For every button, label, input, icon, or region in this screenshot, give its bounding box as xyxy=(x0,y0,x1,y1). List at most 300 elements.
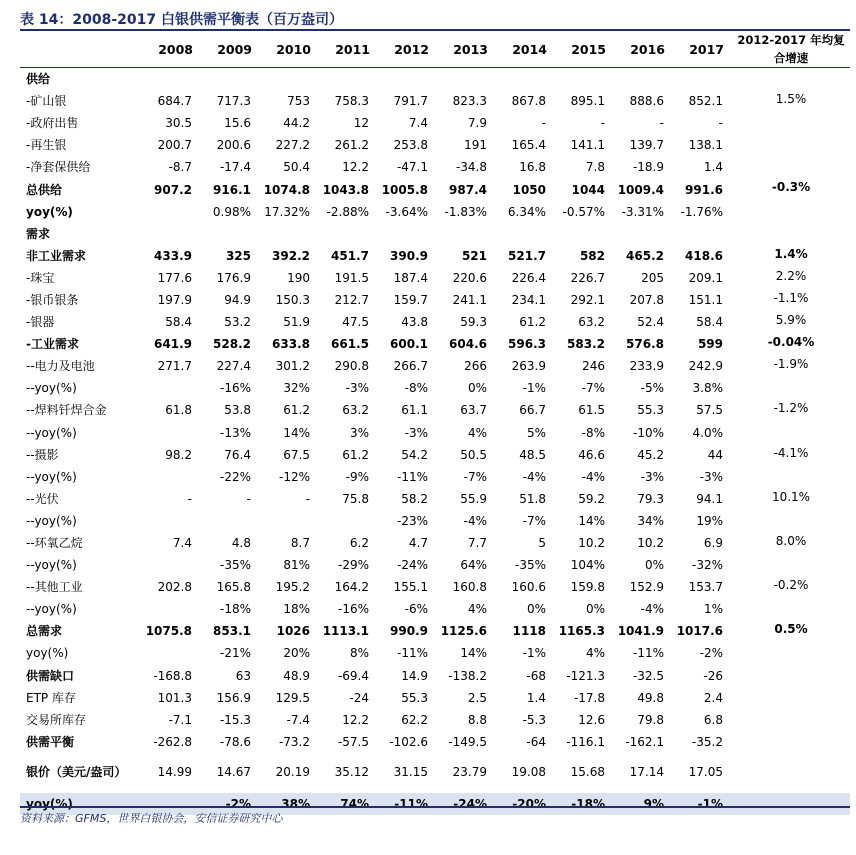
row-label: --光伏 xyxy=(26,491,59,506)
cell-value: -1% xyxy=(522,646,546,661)
cell-value: 64% xyxy=(460,558,487,573)
cell-value: -1% xyxy=(673,793,732,815)
cell-value: 17.05 xyxy=(688,765,723,780)
cell-value: 202.8 xyxy=(157,580,192,595)
cell-value: 1041.9 xyxy=(617,624,664,639)
cell-value: -262.8 xyxy=(153,734,192,749)
cell-value: 600.1 xyxy=(390,337,428,352)
row-label: 银价（美元/盎司） xyxy=(26,765,127,780)
cell-cagr: -4.1% xyxy=(773,445,809,460)
cell-value: 55.3 xyxy=(637,403,664,418)
cell-value: 8% xyxy=(349,646,369,661)
cell-value: -20% xyxy=(496,793,555,815)
cell-value: 14% xyxy=(578,513,605,528)
cell-value: -68 xyxy=(526,668,546,683)
cell-value: 53.2 xyxy=(224,315,251,330)
cell-value: 3.8% xyxy=(692,381,723,396)
row-label: -工业需求 xyxy=(26,337,79,352)
cell-value: 220.6 xyxy=(452,270,487,285)
cell-value: 0% xyxy=(585,602,605,617)
cell-value xyxy=(142,554,201,576)
table-row xyxy=(20,731,850,753)
cell-value xyxy=(378,223,437,245)
row-label: -矿山银 xyxy=(26,94,67,109)
cell-value: -23% xyxy=(396,513,428,528)
cell-value: 152.9 xyxy=(629,580,664,595)
cell-value xyxy=(319,223,378,245)
cell-value xyxy=(142,223,201,245)
cell-value: -32.5 xyxy=(632,668,664,683)
cell-value: -18.9 xyxy=(632,160,664,175)
cell-value: 55.3 xyxy=(401,690,428,705)
cell-value: 200.7 xyxy=(157,138,192,153)
cell-value: 6.9 xyxy=(703,536,723,551)
cell-value: -4% xyxy=(640,602,664,617)
cell-value: 16.8 xyxy=(519,160,546,175)
table-row xyxy=(20,245,850,267)
cell-cagr: -0.2% xyxy=(773,578,809,593)
cell-cagr xyxy=(732,422,850,444)
cell-value: -4% xyxy=(463,513,487,528)
row-label: -珠宝 xyxy=(26,270,55,285)
cell-cagr: 10.1% xyxy=(771,489,811,504)
row-label: 供给 xyxy=(26,72,51,87)
table-row xyxy=(20,444,850,466)
header-year: 2013 xyxy=(453,41,488,57)
cell-value: 1125.6 xyxy=(440,624,487,639)
cell-value: 160.8 xyxy=(452,580,487,595)
cell-cagr xyxy=(732,598,850,620)
cell-value: -0.57% xyxy=(562,204,605,219)
row-label: --yoy(%) xyxy=(26,381,77,396)
cell-value: 61.2 xyxy=(283,403,310,418)
cell-value: 45.2 xyxy=(637,447,664,462)
cell-value: 1113.1 xyxy=(322,624,369,639)
cell-value xyxy=(673,68,732,91)
cell-value: 1017.6 xyxy=(676,624,723,639)
cell-value: -15.3 xyxy=(219,712,251,727)
cell-value: 15.68 xyxy=(570,765,605,780)
cell-value: -7.1 xyxy=(168,712,192,727)
table-title: 表 14：2008-2017 白银供需平衡表（百万盎司） xyxy=(20,12,343,28)
cell-value: 292.1 xyxy=(570,292,605,307)
cell-value xyxy=(378,68,437,91)
cell-value: -32% xyxy=(691,558,723,573)
header-year: 2017 xyxy=(689,41,724,57)
cell-cagr xyxy=(732,201,850,223)
row-label: yoy(%) xyxy=(20,793,142,815)
cell-value: 895.1 xyxy=(570,94,605,109)
cell-value: -1.83% xyxy=(444,204,487,219)
cell-value xyxy=(201,68,260,91)
cell-value: 717.3 xyxy=(216,94,251,109)
header-corner xyxy=(20,31,142,68)
cell-value: 23.79 xyxy=(452,765,487,780)
cell-value: 242.9 xyxy=(688,359,723,374)
cell-value: 226.4 xyxy=(511,270,546,285)
cell-value: 1050 xyxy=(512,182,546,197)
cell-value: 57.5 xyxy=(696,403,723,418)
cell-value: 888.6 xyxy=(629,94,664,109)
cell-value: 101.3 xyxy=(157,690,192,705)
cell-value: 528.2 xyxy=(213,337,251,352)
cell-value xyxy=(260,68,319,91)
cell-value xyxy=(201,510,260,532)
cell-value: 8.8 xyxy=(467,712,487,727)
cell-value: 7.4 xyxy=(408,116,428,131)
cell-value: 261.2 xyxy=(334,138,369,153)
cell-value: 7.9 xyxy=(467,116,487,131)
cell-value: - xyxy=(600,116,605,131)
cell-value: 8.7 xyxy=(290,536,310,551)
header-year: 2009 xyxy=(217,41,252,57)
cell-value: 4% xyxy=(585,646,605,661)
table-row xyxy=(20,311,850,333)
cell-value: -121.3 xyxy=(566,668,605,683)
cell-value: -17.4 xyxy=(219,160,251,175)
header-year: 2010 xyxy=(276,41,311,57)
cell-value: 0% xyxy=(467,381,487,396)
cell-value: 156.9 xyxy=(216,690,251,705)
cell-value: 1165.3 xyxy=(558,624,605,639)
table-row xyxy=(20,488,850,510)
cell-value: -9% xyxy=(345,469,369,484)
cell-value: 79.8 xyxy=(637,712,664,727)
cell-value: - xyxy=(187,491,192,506)
table-row xyxy=(20,289,850,311)
cell-value: 55.9 xyxy=(460,491,487,506)
cell-value: 195.2 xyxy=(275,580,310,595)
cell-value: 17.32% xyxy=(264,204,310,219)
cell-value xyxy=(142,642,201,664)
table-row xyxy=(20,267,850,289)
cell-value: - xyxy=(659,116,664,131)
cell-value: 32% xyxy=(283,381,310,396)
cell-value: 14.9 xyxy=(401,668,428,683)
table-row xyxy=(20,156,850,178)
cell-value: 19% xyxy=(696,513,723,528)
cell-value: 20% xyxy=(283,646,310,661)
cell-value: 451.7 xyxy=(331,248,369,263)
cell-value: 165.8 xyxy=(216,580,251,595)
cell-value: 4% xyxy=(467,602,487,617)
cell-value xyxy=(142,598,201,620)
table-row xyxy=(20,709,850,731)
cell-value: 758.3 xyxy=(334,94,369,109)
table-row xyxy=(20,576,850,598)
cell-value: -29% xyxy=(337,558,369,573)
cell-value: 0% xyxy=(526,602,546,617)
row-label: -政府出售 xyxy=(26,116,79,131)
cell-value: -35% xyxy=(219,558,251,573)
cell-value: 301.2 xyxy=(275,359,310,374)
cell-value: 61.8 xyxy=(165,403,192,418)
cell-value: -11% xyxy=(632,646,664,661)
cell-value: 266.7 xyxy=(393,359,428,374)
cell-value xyxy=(555,223,614,245)
cell-value: 14.99 xyxy=(157,765,192,780)
cell-cagr: -1.2% xyxy=(773,401,809,416)
cell-cagr: 0.5% xyxy=(774,622,808,637)
cell-value: -11% xyxy=(378,793,437,815)
cell-value: 684.7 xyxy=(157,94,192,109)
cell-value: 5 xyxy=(538,536,546,551)
cell-value: 61.2 xyxy=(519,315,546,330)
cell-value: -1.76% xyxy=(680,204,723,219)
cell-value xyxy=(614,223,673,245)
cell-value: -16% xyxy=(337,602,369,617)
cell-value: 51.9 xyxy=(283,315,310,330)
cell-value: 10.2 xyxy=(637,536,664,551)
cell-value: 0.98% xyxy=(212,204,251,219)
cell-cagr xyxy=(732,112,850,134)
cell-value: 6.2 xyxy=(349,536,369,551)
row-label: ETP 库存 xyxy=(26,690,76,705)
cell-cagr xyxy=(732,709,850,731)
header-cagr: 2012-2017 年均复合增速 xyxy=(737,33,845,65)
cell-value: -24% xyxy=(437,793,496,815)
cell-value: 14.67 xyxy=(216,765,251,780)
cell-value: 5% xyxy=(526,425,546,440)
cell-value: 53.8 xyxy=(224,403,251,418)
cell-cagr xyxy=(732,687,850,709)
table-row xyxy=(20,377,850,399)
cell-cagr xyxy=(732,134,850,156)
cell-value: 153.7 xyxy=(688,580,723,595)
cell-value: 61.5 xyxy=(578,403,605,418)
row-label: yoy(%) xyxy=(26,646,69,661)
cell-value: 190 xyxy=(287,270,310,285)
cell-value: -162.1 xyxy=(625,734,664,749)
cell-value: 1075.8 xyxy=(145,624,192,639)
cell-value: -21% xyxy=(219,646,251,661)
cell-cagr: 5.9% xyxy=(775,313,807,328)
cell-value: 15.6 xyxy=(224,116,251,131)
table-row xyxy=(20,422,850,444)
cell-value: 12.6 xyxy=(578,712,605,727)
cell-value: 38% xyxy=(260,793,319,815)
cell-value: 7.4 xyxy=(172,536,192,551)
cell-value: 51.8 xyxy=(519,491,546,506)
cell-value: 7.7 xyxy=(467,536,487,551)
table-row xyxy=(20,112,850,134)
cell-value: 4.0% xyxy=(692,425,723,440)
table-row xyxy=(20,753,850,793)
cell-value: 191 xyxy=(464,138,487,153)
cell-value: 823.3 xyxy=(452,94,487,109)
header-year: 2008 xyxy=(158,41,193,57)
cell-value: 263.9 xyxy=(511,359,546,374)
cell-value: 916.1 xyxy=(213,182,251,197)
cell-value: -7% xyxy=(581,381,605,396)
cell-cagr xyxy=(732,223,850,245)
cell-cagr: -1.1% xyxy=(773,290,809,305)
cell-value: - xyxy=(541,116,546,131)
row-label: --摄影 xyxy=(26,447,59,462)
cell-value xyxy=(614,68,673,91)
cell-value: -116.1 xyxy=(566,734,605,749)
cell-cagr xyxy=(732,665,850,687)
cell-value: -11% xyxy=(396,469,428,484)
cell-value: 1118 xyxy=(512,624,546,639)
cell-value: 164.2 xyxy=(334,580,369,595)
cell-value: -18% xyxy=(219,602,251,617)
cell-value: 176.9 xyxy=(216,270,251,285)
cell-value xyxy=(555,68,614,91)
cell-value: -8.7 xyxy=(168,160,192,175)
cell-value: 98.2 xyxy=(165,447,192,462)
row-label: --yoy(%) xyxy=(26,602,77,617)
cell-value xyxy=(319,68,378,91)
cell-value: 2.5 xyxy=(467,690,487,705)
cell-value xyxy=(142,201,201,223)
cell-value: 10.2 xyxy=(578,536,605,551)
cell-value: 661.5 xyxy=(331,337,369,352)
cell-value xyxy=(142,466,201,488)
cell-value: 1026 xyxy=(276,624,310,639)
cell-value: 94.1 xyxy=(696,491,723,506)
cell-value: -69.4 xyxy=(337,668,369,683)
cell-cagr: 2.2% xyxy=(775,268,807,283)
cell-value xyxy=(142,377,201,399)
cell-value: 14% xyxy=(460,646,487,661)
row-label: -银币银条 xyxy=(26,292,79,307)
cell-value: 62.2 xyxy=(401,712,428,727)
cell-value: 200.6 xyxy=(216,138,251,153)
cell-value: 48.9 xyxy=(283,668,310,683)
cell-value: 9% xyxy=(614,793,673,815)
cell-value: 907.2 xyxy=(154,182,192,197)
cell-value: 4.7 xyxy=(408,536,428,551)
cell-cagr: -0.04% xyxy=(767,335,815,350)
cell-value: 17.14 xyxy=(629,765,664,780)
table-row xyxy=(20,687,850,709)
cell-value: -47.1 xyxy=(396,160,428,175)
cell-value: -26 xyxy=(703,668,723,683)
cell-value: 1074.8 xyxy=(263,182,310,197)
row-label: --yoy(%) xyxy=(26,469,77,484)
cell-value: -24% xyxy=(396,558,428,573)
cell-value: 58.4 xyxy=(696,315,723,330)
cell-cagr xyxy=(732,466,850,488)
cell-value: 104% xyxy=(570,558,605,573)
cell-value: 141.1 xyxy=(570,138,605,153)
cell-value: 129.5 xyxy=(275,690,310,705)
table-row xyxy=(20,223,850,245)
table-row xyxy=(20,466,850,488)
cell-value: 155.1 xyxy=(393,580,428,595)
cell-value: -10% xyxy=(632,425,664,440)
cell-value: 187.4 xyxy=(393,270,428,285)
cell-value: -4% xyxy=(522,469,546,484)
cell-value: 227.2 xyxy=(275,138,310,153)
cell-value: 76.4 xyxy=(224,447,251,462)
cell-value: 58.4 xyxy=(165,315,192,330)
cell-value: 44 xyxy=(707,447,723,462)
cell-value: 241.1 xyxy=(452,292,487,307)
cell-value xyxy=(260,223,319,245)
cell-value: 212.7 xyxy=(334,292,369,307)
cell-value: -3% xyxy=(699,469,723,484)
table-row xyxy=(20,355,850,377)
row-label: --环氧乙烷 xyxy=(26,536,83,551)
cell-value: 233.9 xyxy=(629,359,664,374)
cell-value: 159.7 xyxy=(393,292,428,307)
cell-value: 641.9 xyxy=(154,337,192,352)
row-label: --其他工业 xyxy=(26,580,83,595)
cell-value: 576.8 xyxy=(626,337,664,352)
cell-value: 209.1 xyxy=(688,270,723,285)
cell-value: -7% xyxy=(463,469,487,484)
row-label: 需求 xyxy=(26,226,51,241)
cell-value: -64 xyxy=(526,734,546,749)
cell-value: 253.8 xyxy=(393,138,428,153)
cell-value: 227.4 xyxy=(216,359,251,374)
cell-value: 390.9 xyxy=(390,248,428,263)
cell-value: 12 xyxy=(353,116,369,131)
cell-value: 1044 xyxy=(571,182,605,197)
table-row xyxy=(20,399,850,421)
table-row xyxy=(20,201,850,223)
cell-value: 81% xyxy=(283,558,310,573)
cell-value: 7.8 xyxy=(585,160,605,175)
cell-value: 75.8 xyxy=(342,491,369,506)
cell-value: -16% xyxy=(219,381,251,396)
table-row xyxy=(20,620,850,642)
cell-value: 582 xyxy=(579,248,605,263)
cell-value: 852.1 xyxy=(688,94,723,109)
header-row xyxy=(20,31,850,68)
row-label: 供需缺口 xyxy=(26,668,75,683)
cell-value: -8% xyxy=(581,425,605,440)
cell-value: 63 xyxy=(235,668,251,683)
cell-value: 30.5 xyxy=(165,116,192,131)
cell-value: -7.4 xyxy=(286,712,310,727)
cell-value: 207.8 xyxy=(629,292,664,307)
cell-value: -149.5 xyxy=(448,734,487,749)
cell-value: -3% xyxy=(404,425,428,440)
row-label: --电力及电池 xyxy=(26,359,95,374)
cell-cagr xyxy=(732,793,850,815)
cell-value: -7% xyxy=(522,513,546,528)
row-label: 供需平衡 xyxy=(26,734,75,749)
cell-value: -11% xyxy=(396,646,428,661)
cell-value: 583.2 xyxy=(567,337,605,352)
cell-value: 599 xyxy=(697,337,723,352)
table-row xyxy=(20,68,850,91)
row-label: 交易所库存 xyxy=(26,712,87,727)
cell-value: 14% xyxy=(283,425,310,440)
cell-value: 67.5 xyxy=(283,447,310,462)
cell-value: 79.3 xyxy=(637,491,664,506)
cell-value: 177.6 xyxy=(157,270,192,285)
cell-value: 46.6 xyxy=(578,447,605,462)
cell-value: -17.8 xyxy=(573,690,605,705)
cell-value: 160.6 xyxy=(511,580,546,595)
cell-value: 521.7 xyxy=(508,248,546,263)
cell-value: -78.6 xyxy=(219,734,251,749)
cell-value: -2% xyxy=(201,793,260,815)
cell-value xyxy=(437,223,496,245)
cell-value: 34% xyxy=(637,513,664,528)
cell-value: -3% xyxy=(640,469,664,484)
cell-value: 1.4 xyxy=(703,160,723,175)
cell-cagr xyxy=(732,753,850,793)
cell-value: 325 xyxy=(225,248,251,263)
cell-cagr xyxy=(732,554,850,576)
table-row xyxy=(20,642,850,664)
source-note: 资料来源：GFMS，世界白银协会，安信证券研究中心 xyxy=(20,812,283,825)
